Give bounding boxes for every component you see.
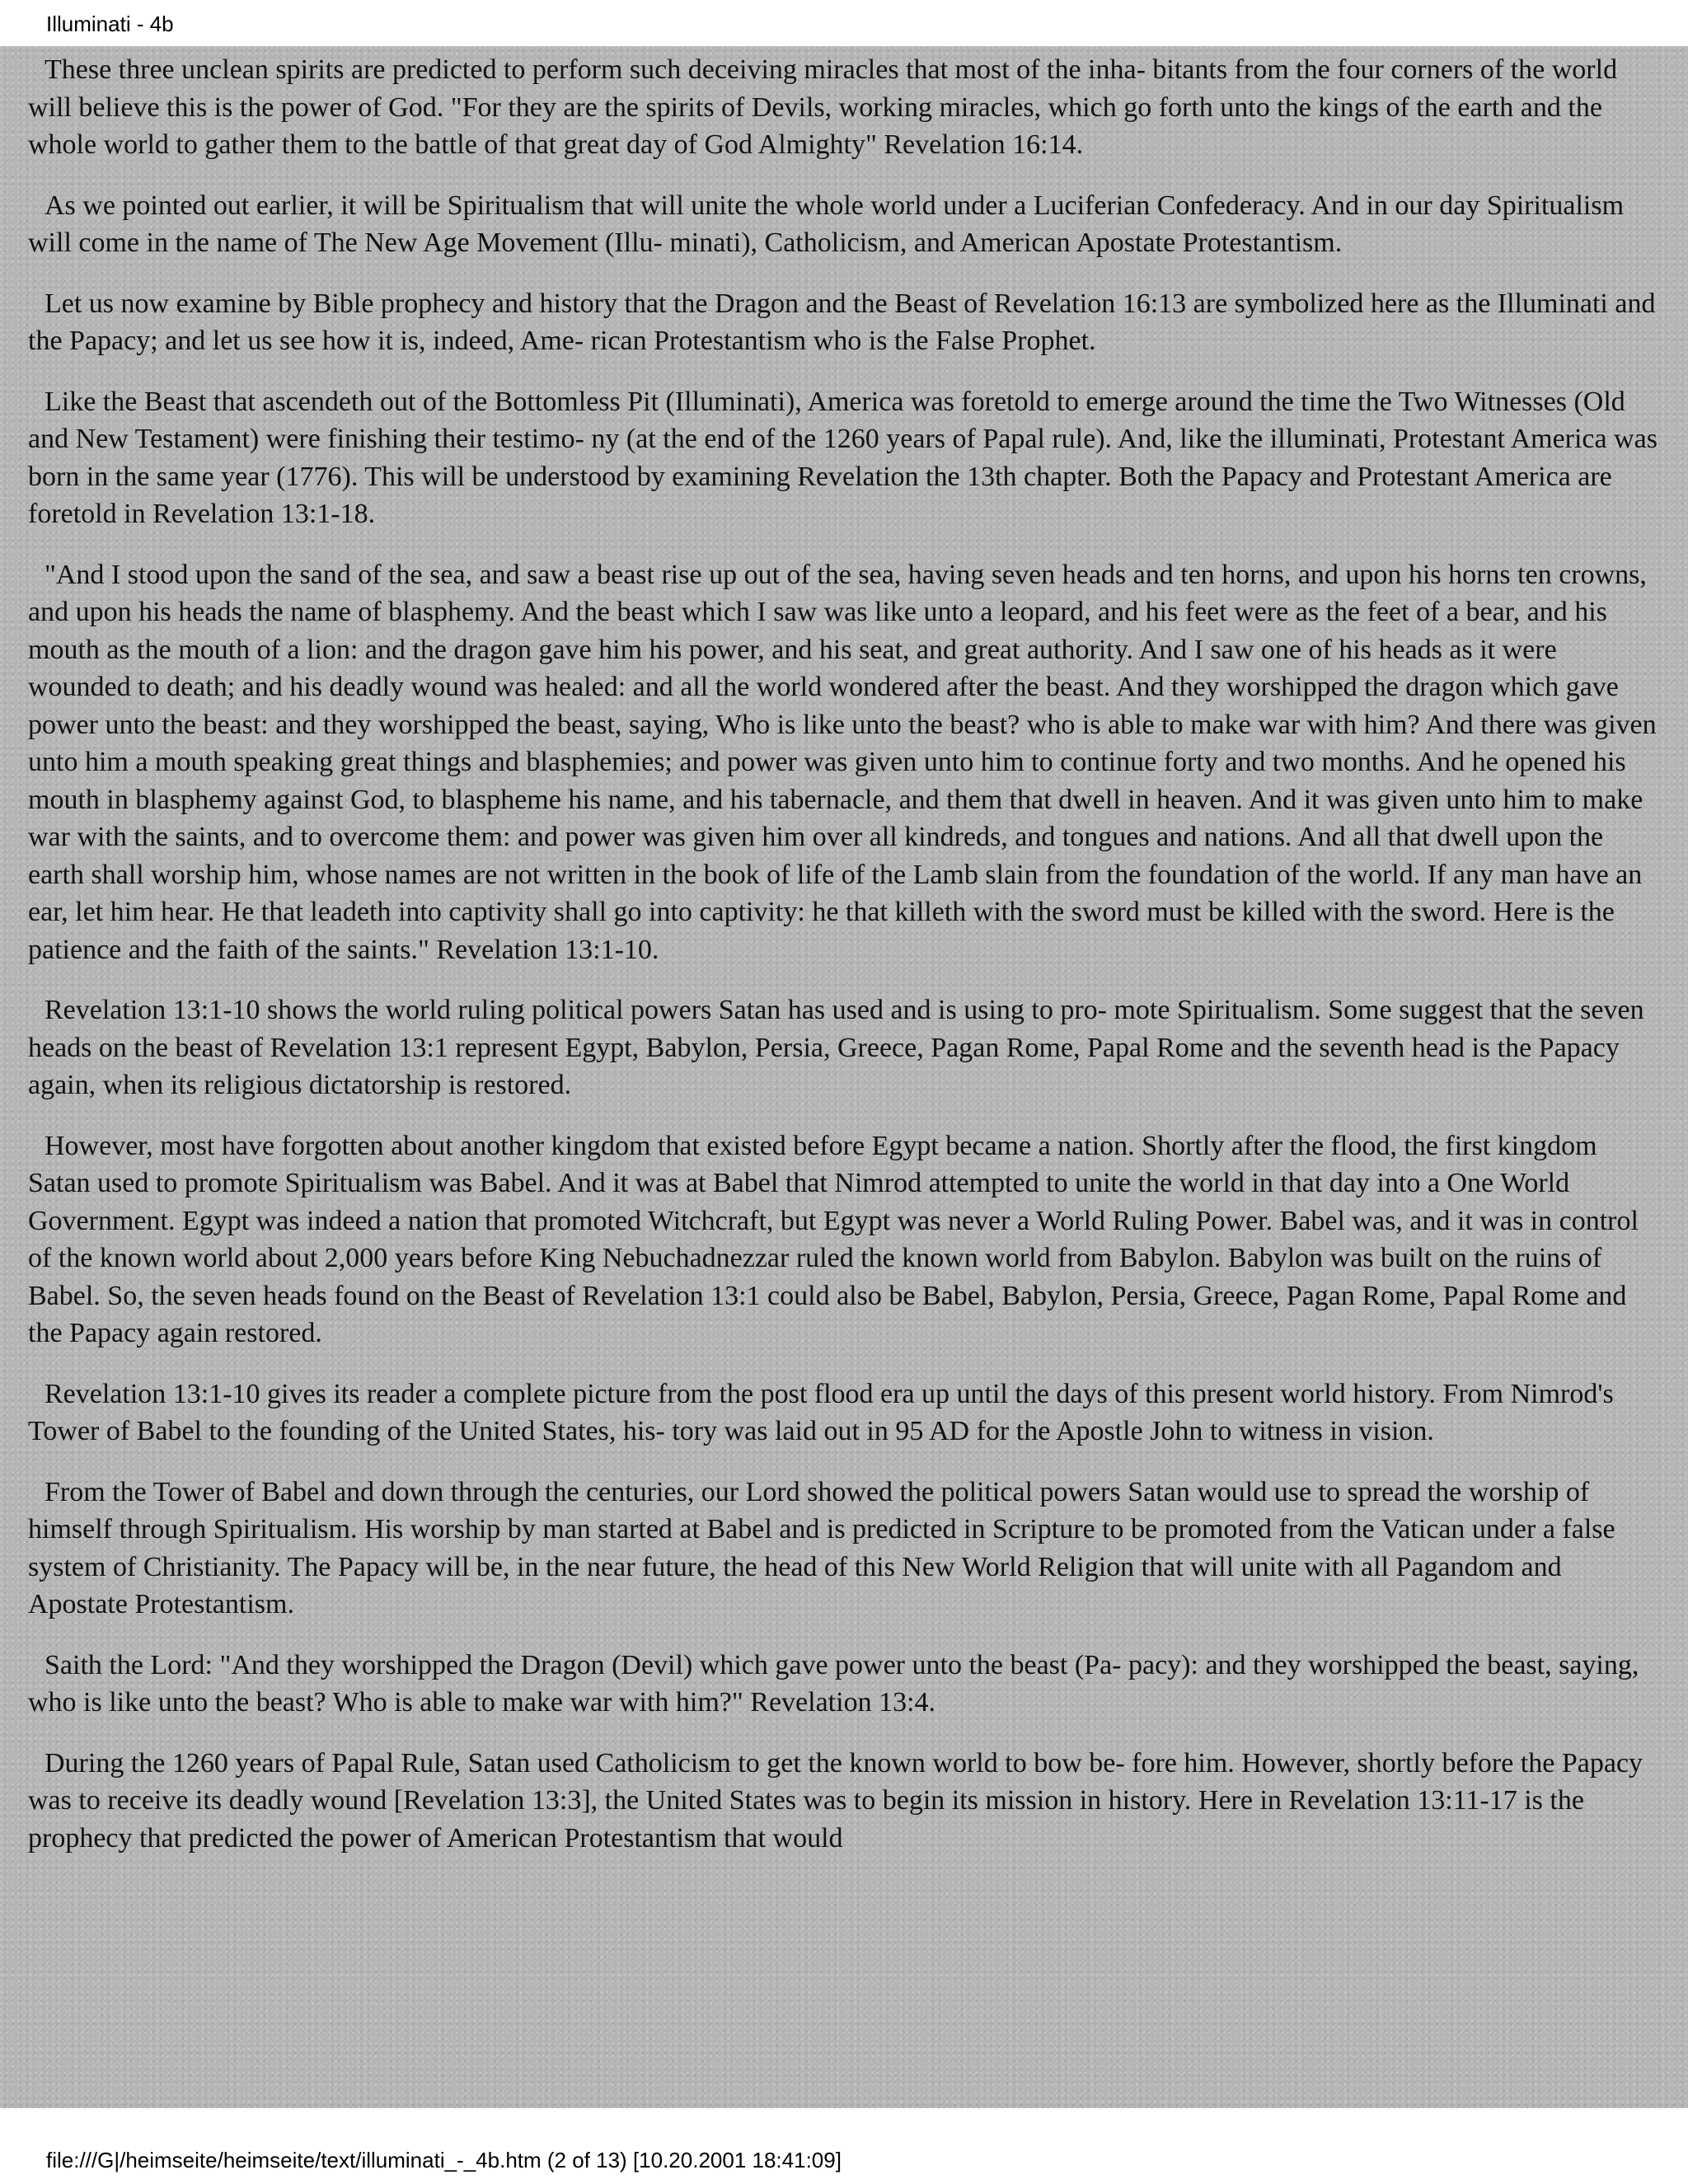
page-url: file:///G|/heimseite/heimseite/text/illuminati_-_4b.htm (2 of 13) [10.20.2001 18:41:09] bbox=[46, 2148, 842, 2172]
paragraph-8: Revelation 13:1-10 gives its reader a complete picture from the post flood era up until the days of this present world history. From Nimrod's Tower of Babel to the founding of the United States, his- tory was laid out in 95 AD for the Apostle John to witness in vision. bbox=[28, 1378, 1614, 1446]
paragraph-6: Revelation 13:1-10 shows the world ruling political powers Satan has used and is using to pro- mote Spiritualism. Some suggest that the seven heads on the beast of Revelation 13:1 represent Egypt, Babylon, Persia, Greece, Pagan Rome, Papal Rome and the seventh head is the Papacy again, when its religious dictatorship is restored. bbox=[28, 995, 1644, 1100]
article-content bbox=[28, 51, 1663, 1880]
paragraph-1: These three unclean spirits are predicted to perform such deceiving miracles that most of the inha- bitants from the four corners of the world will believe this is the power of God. "For they are the spirits of Devils, working miracles, which go forth unto the kings of the earth and the whole world to gather them to the battle of that great day of God Almighty" Revelation 16:14. bbox=[28, 54, 1618, 160]
page-title: Illuminati - 4b bbox=[46, 12, 174, 36]
print-header bbox=[0, 0, 1688, 46]
paragraph-3: Let us now examine by Bible prophecy and history that the Dragon and the Beast of Revelation 16:13 are symbolized here as the Illuminati and the Papacy; and let us see how it is, indeed, Ame- rican Protestantism who is the False Prophet. bbox=[28, 288, 1656, 356]
print-footer bbox=[0, 2108, 1688, 2184]
paragraph-10: Saith the Lord: "And they worshipped the Dragon (Devil) which gave power unto the beast (Pa- pacy): and they worshipped the beast, saying, who is like unto the beast? Who is able to make war with him?" Revelation 13:4. bbox=[28, 1649, 1639, 1718]
paragraph-9: From the Tower of Babel and down through the centuries, our Lord showed the political powers Satan would use to spread the worship of himself through Spiritualism. His worship by man started at Babel and is predicted in Scripture to be promoted from the Vatican under a false system of Christianity. The Papacy will be, in the near future, the head of this New World Religion that will unite with all Pagandom and Apostate Protestantism. bbox=[28, 1476, 1615, 1619]
paragraph-7: However, most have forgotten about another kingdom that existed before Egypt became a nation. Shortly after the flood, the first kingdom Satan used to promote Spiritualism was Babel. And it was at Babel that Nimrod attempted to unite the world in that day into a One World Government. Egypt was indeed a nation that promoted Witchcraft, but Egypt was never a World Ruling Power. Babel was, and it was in control of the known world about 2,000 years before King Nebuchadnezzar ruled the known world from Babylon. Babylon was built on the ruins of Babel. So, the seven heads found on the Beast of Revelation 13:1 could also be Babel, Babylon, Persia, Greece, Pagan Rome, Papal Rome and the Papacy again restored. bbox=[28, 1130, 1639, 1348]
paragraph-5: "And I stood upon the sand of the sea, and saw a beast rise up out of the sea, having seven heads and ten horns, and upon his horns ten crowns, and upon his heads the name of blasphemy. And the beast which I saw was like unto a leopard, and his feet were as the feet of a bear, and his mouth as the mouth of a lion: and the dragon gave him his power, and his seat, and great authority. And I saw one of his heads as it were wounded to death; and his deadly wound was healed: and all the world wondered after the beast. And they worshipped the dragon which gave power unto the beast: and they worshipped the beast, saying, Who is like unto the beast? who is able to make war with him? And there was given unto him a mouth speaking great things and blasphemies; and power was given unto him to continue forty and two months. And he opened his mouth in blasphemy against God, to blaspheme his name, and his tabernacle, and them that dwell in heaven. And it was given unto him to make war with the saints, and to overcome them: and power was given him over all kindreds, and tongues and nations. And all that dwell upon the earth shall worship him, whose names are not written in the book of life of the Lamb slain from the foundation of the world. If any man have an ear, let him hear. He that leadeth into captivity shall go into captivity: he that killeth with the sword must be killed with the sword. Here is the patience and the faith of the saints." Revelation 13:1-10. bbox=[28, 559, 1657, 965]
page-body bbox=[0, 46, 1688, 2108]
paragraph-4: Like the Beast that ascendeth out of the Bottomless Pit (Illuminati), America was foretold to emerge around the time the Two Witnesses (Old and New Testament) were finishing their testimo- ny (at the end of the 1260 years of Papal rule). And, like the illuminati, Protestant America was born in the same year (1776). This will be understood by examining Revelation the 13th chapter. Both the Papacy and Protestant America are foretold in Revelation 13:1-18. bbox=[28, 386, 1658, 529]
paragraph-2: As we pointed out earlier, it will be Spiritualism that will unite the whole world under a Luciferian Confederacy. And in our day Spiritualism will come in the name of The New Age Movement (Illu- minati), Catholicism, and American Apostate Protestantism. bbox=[28, 190, 1625, 258]
paragraph-11: During the 1260 years of Papal Rule, Satan used Catholicism to get the known world to bow be- fore him. However, shortly before the Papacy was to receive its deadly wound [Revelation 13:3], the United States was to begin its mission in history. Here in Revelation 13:11-17 is the prophecy that predicted the power of American Protestantism that would bbox=[28, 1747, 1643, 1854]
